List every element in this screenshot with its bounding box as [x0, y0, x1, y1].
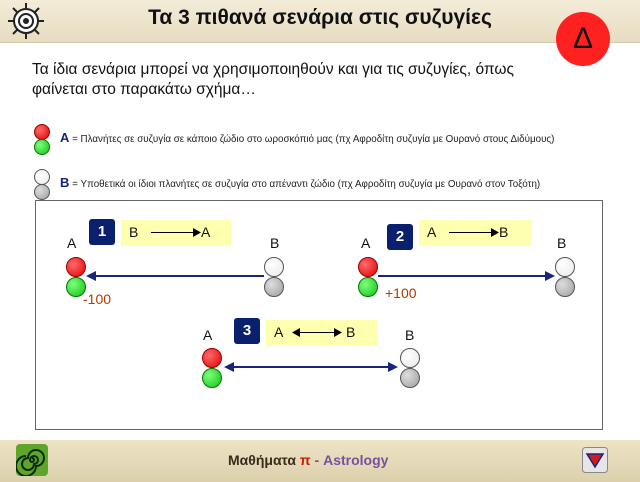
footer-pi: π	[299, 452, 311, 468]
direction-arrow	[151, 232, 195, 233]
green-planet-icon	[358, 277, 378, 297]
scenario-value: +100	[385, 285, 417, 301]
footer-bar	[0, 440, 640, 482]
red-planet-icon	[66, 257, 86, 277]
down-triangle-icon[interactable]	[582, 447, 608, 473]
scenario-number: 2	[387, 224, 413, 250]
legend-a-desc: = Πλανήτες σε συζυγία σε κάποιο ζώδιο στο ωροσκόπιό μας (πχ Αφροδίτη συζυγία με Ουρανό στους Διδύμους)	[69, 134, 555, 145]
label-right: B	[557, 235, 567, 251]
arrow-head-right-icon	[334, 328, 342, 337]
legend-a-letter: A	[60, 130, 70, 145]
gray-planet-icon	[555, 277, 575, 297]
gray-planet-icon	[400, 368, 420, 388]
scenario-direction-box	[266, 320, 378, 346]
red-planet-icon	[34, 124, 50, 140]
gray-planet-icon	[34, 184, 50, 200]
red-planet-icon	[202, 348, 222, 368]
direction-to: A	[201, 224, 211, 240]
red-planet-icon	[358, 257, 378, 277]
white-planet-icon	[555, 257, 575, 277]
arrow-head-icon	[491, 228, 499, 237]
scenario-direction-box	[419, 220, 531, 246]
legend-b-desc: = Υποθετικά οι ίδιοι πλανήτες σε συζυγία στο απέναντι ζώδιο (πχ Αφροδίτη συζυγία με Ουρανό στον Τοξότη)	[69, 179, 541, 190]
scenario-number: 1	[89, 219, 115, 245]
label-left: A	[361, 235, 371, 251]
scenario-number: 3	[234, 318, 260, 344]
label-left: A	[203, 327, 213, 343]
delta-badge: Δ	[556, 12, 610, 66]
legend-b-letter: B	[60, 175, 70, 190]
direction-from: A	[274, 324, 284, 340]
slide-title: Τα 3 πιθανά σενάρια στις συζυγίες	[148, 6, 492, 29]
connection-line	[232, 366, 390, 368]
connection-line	[378, 275, 546, 277]
connection-line	[92, 275, 264, 277]
title-bar	[0, 0, 640, 43]
white-planet-icon	[400, 348, 420, 368]
label-right: B	[405, 327, 415, 343]
direction-arrow	[449, 232, 493, 233]
arrow-left-icon	[224, 362, 234, 372]
green-planet-icon	[34, 139, 50, 155]
scenario-value: -100	[83, 291, 112, 307]
legend-b-text	[60, 175, 540, 190]
footer-part1: Μαθήματα	[228, 452, 300, 468]
intro-text: Τα ίδια σενάρια μπορεί να χρησιμοποιηθούν και για τις συζυγίες, όπως φαίνεται στο παρακάτω σχήμα…	[32, 61, 514, 98]
arrow-left-icon	[86, 271, 96, 281]
label-left: A	[67, 235, 77, 251]
gray-planet-icon	[264, 277, 284, 297]
footer-part2: - Astrology	[310, 452, 389, 468]
sun-wheel-icon	[6, 2, 46, 40]
arrow-right-icon	[388, 362, 398, 372]
legend-a-text	[60, 130, 554, 145]
white-planet-icon	[264, 257, 284, 277]
direction-from: B	[129, 224, 139, 240]
arrow-head-icon	[193, 228, 201, 237]
direction-arrow	[299, 332, 335, 333]
scenario-direction-box	[121, 220, 231, 246]
green-planet-icon	[202, 368, 222, 388]
green-spiral-icon[interactable]	[16, 444, 48, 476]
label-right: B	[270, 235, 280, 251]
direction-to: B	[499, 224, 509, 240]
arrow-right-icon	[545, 271, 555, 281]
direction-from: A	[427, 224, 437, 240]
footer-title	[228, 452, 388, 468]
white-planet-icon	[34, 169, 50, 185]
direction-to: B	[346, 324, 356, 340]
